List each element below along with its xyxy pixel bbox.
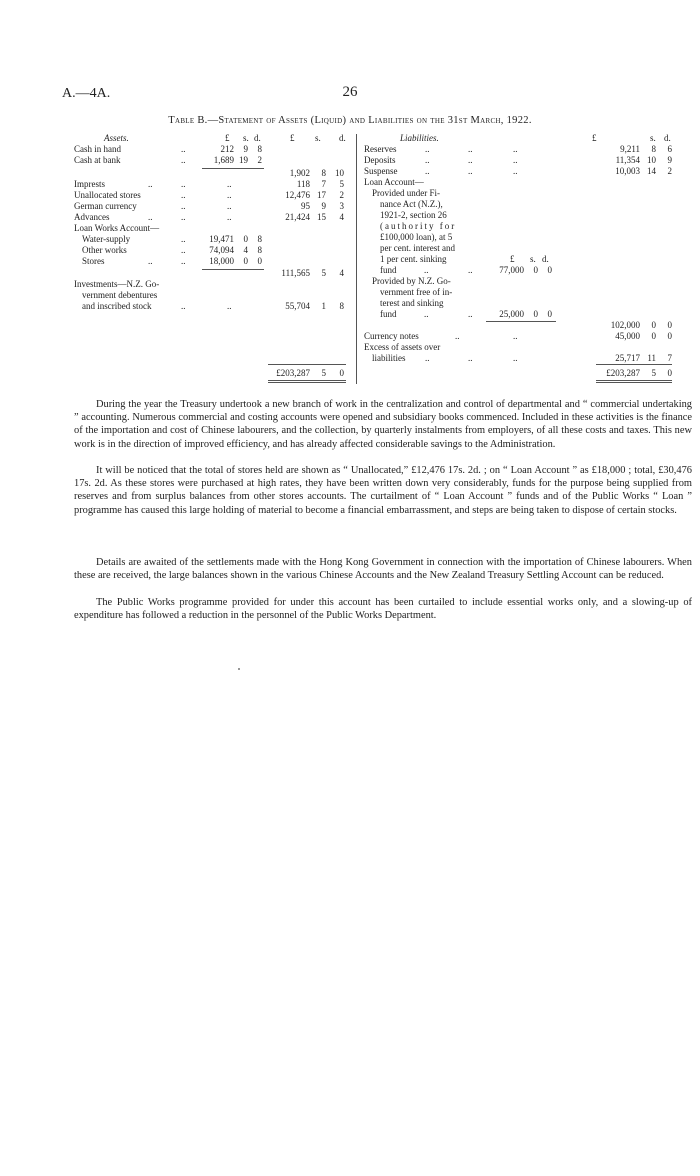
amount-shillings: 5 (321, 268, 326, 278)
amount-pounds: 77,000 (499, 265, 524, 275)
paragraph-3: Details are awaited of the settlements made with the Hong Kong Government in connection with the importation of Chinese labourers. When these are received, the large balances shown in the various Chinese Accounts and the New Zealand Treasury Settling Account can be reduced. (74, 557, 692, 582)
page-number: 26 (342, 84, 358, 100)
amount-pounds: 111,565 (281, 268, 310, 278)
amount-pence: 2 (667, 166, 672, 176)
leader-dots: .. (181, 256, 186, 266)
amount-pence: 0 (667, 320, 672, 330)
liability-label: Excess of assets over (364, 342, 441, 352)
leader-dots: .. (468, 265, 473, 275)
leader-dots: .. (181, 301, 186, 311)
report-reference: A.—4A. (62, 86, 111, 101)
amount-shillings: 0 (243, 234, 248, 244)
amount-pounds: 21,424 (285, 212, 310, 222)
leader-dots: .. (181, 144, 186, 154)
leader-dots: .. (513, 166, 518, 176)
column-divider (356, 134, 357, 384)
amount-shillings: 9 (243, 144, 248, 154)
liability-label: £100,000 loan), at 5 (380, 232, 453, 242)
leader-dots: .. (148, 179, 153, 189)
leader-dots: .. (181, 245, 186, 255)
leader-dots: .. (513, 155, 518, 165)
amount-pounds: 10,003 (615, 166, 640, 176)
leader-dots: .. (455, 331, 460, 341)
liability-label: liabilities (372, 353, 406, 363)
liabilities-heading: Liabilities. (400, 133, 439, 143)
amount-pence: 0 (547, 265, 552, 275)
leader-dots: .. (424, 309, 429, 319)
subtotal-rule (202, 269, 264, 270)
amount-shillings: 0 (651, 320, 656, 330)
amount-pounds: 74,094 (209, 245, 234, 255)
amount-pence: 0 (547, 309, 552, 319)
leader-dots: .. (227, 301, 232, 311)
amount-shillings: 5 (651, 368, 656, 378)
amount-pence: 8 (257, 144, 262, 154)
leader-dots: .. (181, 155, 186, 165)
amount-shillings: 7 (321, 179, 326, 189)
liability-label: vernment free of in- (380, 287, 453, 297)
double-rule (268, 380, 346, 383)
paragraph-1: During the year the Treasury undertook a new branch of work in the centralization and control of departmental and “ commercial undertaking ” accounting. Numerous commercial and costing accounts were opened and subsidiary books commenced. Included in these activities is the finance of the importation and cost of Chinese labourers, and the collection, by quarterly instalments from employers, of all these costs and taxes. This new work is in the direction of improved efficiency, and has already affected considerable savings to the Administration. (74, 399, 692, 450)
asset-label: Loan Works Account— (74, 223, 160, 233)
amount-pounds: 55,704 (285, 301, 310, 311)
table-title: Table B.—Statement of Assets (Liquid) and Liabilities on the 31st March, 1922. (168, 115, 532, 126)
liability-label: 1921-2, section 26 (380, 210, 447, 220)
col-shillings: s. (650, 133, 656, 143)
leader-dots: .. (181, 201, 186, 211)
leader-dots: .. (148, 212, 153, 222)
leader-dots: .. (148, 256, 153, 266)
amount-pounds: 118 (296, 179, 310, 189)
amount-pence: 6 (667, 144, 672, 154)
amount-shillings: 17 (317, 190, 326, 200)
leader-dots: .. (468, 155, 473, 165)
asset-label: Other works (82, 245, 127, 255)
liability-label: Loan Account— (364, 177, 424, 187)
amount-pence: 0 (667, 368, 672, 378)
asset-label: Investments—N.Z. Go- (74, 279, 160, 289)
asset-label: vernment debentures (82, 290, 158, 300)
amount-pounds: 11,354 (615, 155, 640, 165)
amount-shillings: 11 (647, 353, 656, 363)
leader-dots: .. (181, 234, 186, 244)
liability-label: terest and sinking (380, 298, 444, 308)
amount-pounds: 45,000 (615, 331, 640, 341)
leader-dots: .. (468, 144, 473, 154)
col-pence: d. (542, 254, 549, 264)
amount-shillings: 5 (321, 368, 326, 378)
amount-pounds: 19,471 (209, 234, 234, 244)
leader-dots: .. (424, 265, 429, 275)
amount-pence: 8 (257, 245, 262, 255)
liability-label: 1 per cent. sinking (380, 254, 447, 264)
amount-pounds: 18,000 (209, 256, 234, 266)
amount-shillings: 8 (321, 168, 326, 178)
amount-pence: 7 (667, 353, 672, 363)
amount-shillings: 0 (651, 331, 656, 341)
amount-pence: 4 (339, 268, 344, 278)
amount-shillings: 9 (321, 201, 326, 211)
asset-label: Water-supply (82, 234, 131, 244)
amount-shillings: 0 (533, 265, 538, 275)
leader-dots: .. (181, 190, 186, 200)
amount-pounds: 212 (220, 144, 234, 154)
amount-pence: 9 (667, 155, 672, 165)
liability-label: Deposits (364, 155, 396, 165)
amount-shillings: 8 (651, 144, 656, 154)
assets-grand-total: £203,287 (276, 368, 310, 378)
total-rule (268, 364, 346, 365)
amount-pence: 4 (339, 212, 344, 222)
amount-pence: 3 (339, 201, 344, 211)
leader-dots: .. (513, 353, 518, 363)
liability-label: Suspense (364, 166, 398, 176)
leader-dots: .. (227, 179, 232, 189)
amount-shillings: 19 (239, 155, 248, 165)
amount-pence: 0 (339, 368, 344, 378)
liability-label: nance Act (N.Z.), (380, 199, 443, 209)
liability-label: per cent. interest and (380, 243, 455, 253)
amount-shillings: 14 (647, 166, 656, 176)
amount-shillings: 4 (243, 245, 248, 255)
paragraph-2: It will be noticed that the total of stores held are shown as “ Unallocated,” £12,476 17s. 2d. ; on “ Loan Account ” as £18,000 ; total, £30,476 17s. 2d. As these stores were purchased at high rates, they have been written down very considerably, funds for the purpose being supplied from reserves and from surplus balances from other stores accounts. The curtailment of “ Loan Account ” funds and of the Public Works “ Loan ” programme has caused this large holding of material to become a financial embarrassment, and steps are being taken to dispose of certain stocks. (74, 465, 692, 516)
assets-heading: Assets. (104, 133, 129, 143)
liability-label: Currency notes (364, 331, 419, 341)
amount-shillings: 1 (321, 301, 326, 311)
col-pound: £ (592, 133, 597, 143)
liability-label: Provided by N.Z. Go- (372, 276, 451, 286)
amount-pounds: 1,689 (213, 155, 234, 165)
subtotal-rule (486, 321, 556, 322)
col-pence: d. (339, 133, 346, 143)
leader-dots: .. (513, 144, 518, 154)
amount-pounds: 25,000 (499, 309, 524, 319)
col-pence: d. (254, 133, 261, 143)
asset-label: Imprests (74, 179, 105, 189)
leader-dots: .. (425, 144, 430, 154)
total-rule (596, 364, 672, 365)
amount-pounds: 102,000 (610, 320, 640, 330)
col-pound: £ (290, 133, 295, 143)
amount-shillings: 0 (243, 256, 248, 266)
col-pound: £ (225, 133, 230, 143)
amount-pence: 8 (339, 301, 344, 311)
col-shillings: s. (243, 133, 249, 143)
asset-label: German currency (74, 201, 137, 211)
speck (238, 668, 240, 670)
leader-dots: .. (181, 212, 186, 222)
amount-shillings: 0 (533, 309, 538, 319)
leader-dots: .. (468, 353, 473, 363)
leader-dots: .. (425, 353, 430, 363)
liabilities-grand-total: £203,287 (606, 368, 640, 378)
amount-pence: 8 (257, 234, 262, 244)
liability-label: Provided under Fi- (372, 188, 440, 198)
col-pound: £ (510, 254, 515, 264)
subtotal-rule (202, 168, 264, 169)
leader-dots: .. (513, 331, 518, 341)
amount-pounds: 25,717 (615, 353, 640, 363)
amount-pence: 5 (339, 179, 344, 189)
amount-pence: 0 (667, 331, 672, 341)
leader-dots: .. (425, 166, 430, 176)
amount-pence: 10 (335, 168, 344, 178)
amount-pounds: 9,211 (620, 144, 640, 154)
amount-pounds: 12,476 (285, 190, 310, 200)
paragraph-4: The Public Works programme provided for under this account has been curtailed to include essential works only, and a slowing-up of expenditure has followed a reduction in the personnel of the Public Works Department. (74, 597, 692, 622)
col-shillings: s. (530, 254, 536, 264)
leader-dots: .. (227, 190, 232, 200)
amount-shillings: 10 (647, 155, 656, 165)
leader-dots: .. (468, 309, 473, 319)
col-shillings: s. (315, 133, 321, 143)
col-pence: d. (664, 133, 671, 143)
asset-label: and inscribed stock (82, 301, 152, 311)
leader-dots: .. (425, 155, 430, 165)
amount-shillings: 15 (317, 212, 326, 222)
liability-label: Reserves (364, 144, 397, 154)
leader-dots: .. (181, 179, 186, 189)
liability-label: (authority for (380, 221, 457, 231)
amount-pence: 2 (257, 155, 262, 165)
amount-pounds: 1,902 (289, 168, 310, 178)
leader-dots: .. (227, 201, 232, 211)
leader-dots: .. (468, 166, 473, 176)
liability-label: fund (380, 309, 397, 319)
asset-label: Cash at bank (74, 155, 121, 165)
asset-label: Unallocated stores (74, 190, 141, 200)
amount-pence: 0 (257, 256, 262, 266)
asset-label: Advances (74, 212, 110, 222)
leader-dots: .. (227, 212, 232, 222)
double-rule (596, 380, 672, 383)
amount-pounds: 95 (301, 201, 310, 211)
asset-label: Cash in hand (74, 144, 121, 154)
amount-pence: 2 (339, 190, 344, 200)
liability-label: fund (380, 265, 397, 275)
asset-label: Stores (82, 256, 105, 266)
